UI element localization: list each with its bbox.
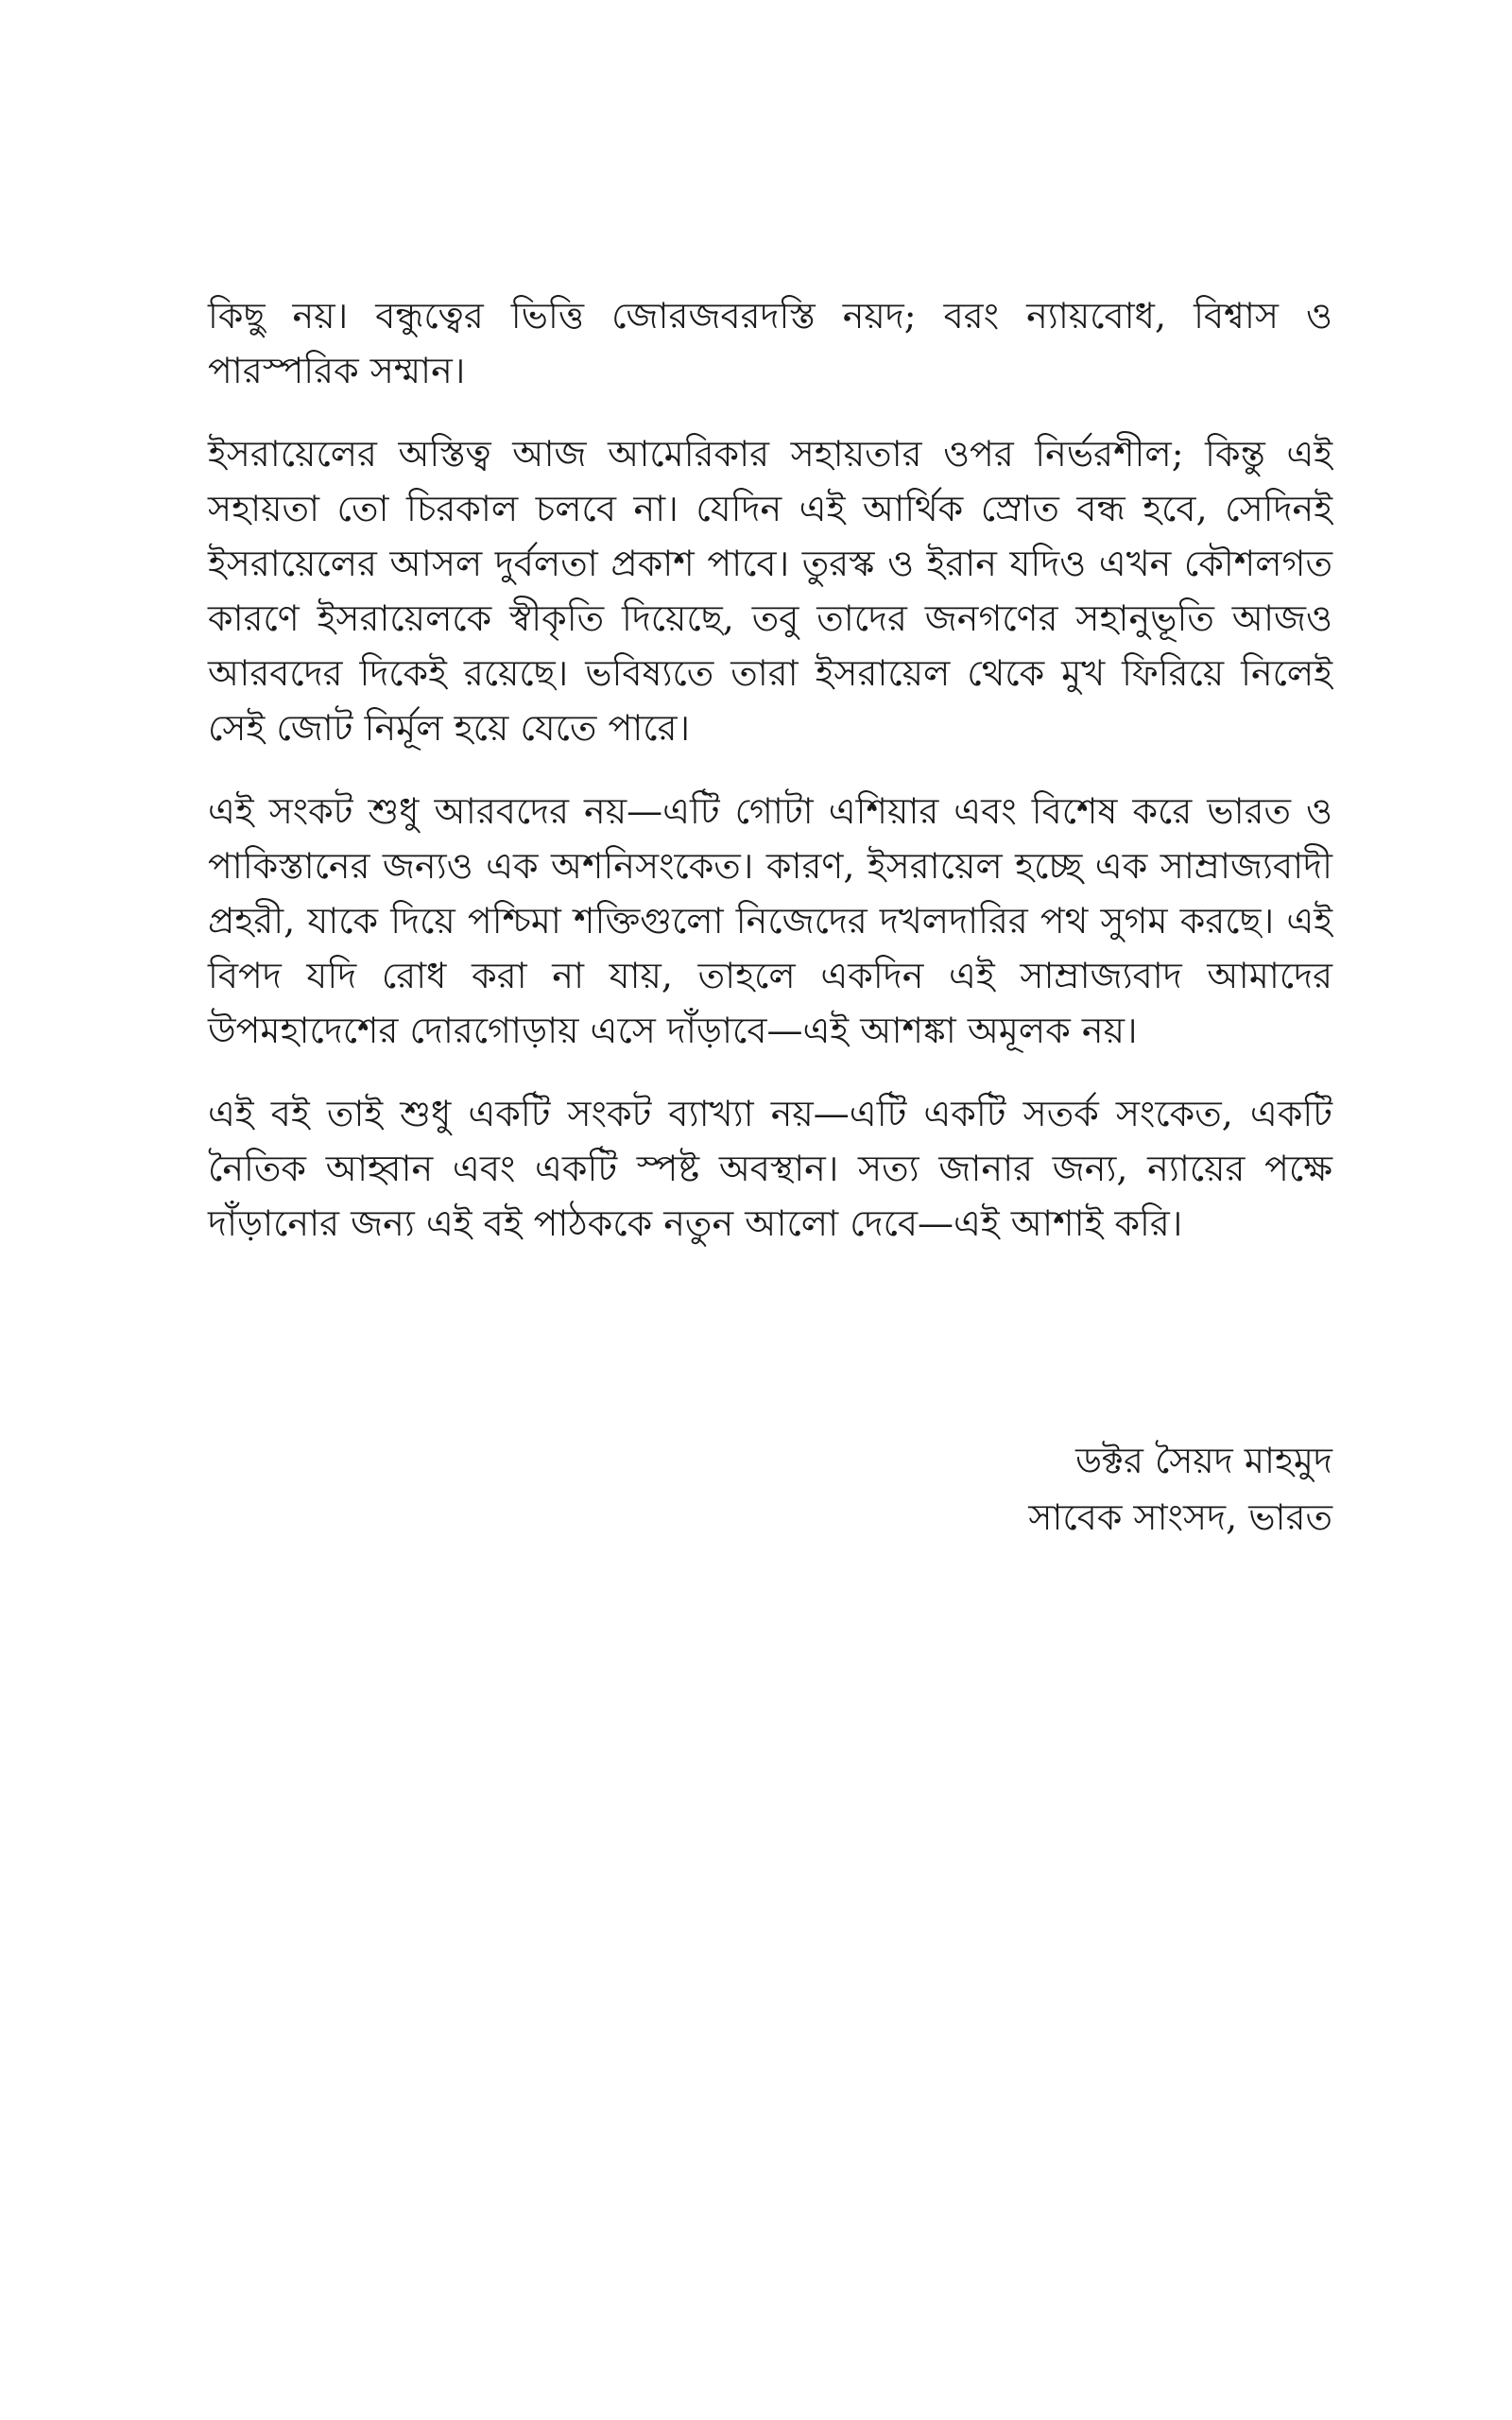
author-title: সাবেক সাংসদ, ভারত [1028, 1496, 1332, 1538]
paragraph-4: এই বই তাই শুধু একটি সংকট ব্যাখ্যা নয়—এটি একটি সতর্ক সংকেত, একটি নৈতিক আহ্বান এবং একটি স্পষ্ট অবস্থান। সত্য জানার জন্য, ন্যায়ের পক্ষে দাঁড়ানোর জন্য এই বই পাঠককে নতুন আলো দেবে—এই আশাই করি। [208, 1093, 1332, 1244]
paragraph-3: এই সংকট শুধু আরবদের নয়—এটি গোটা এশিয়ার এবং বিশেষ করে ভারত ও পাকিস্তানের জন্যও এক অশনিসংকেত। কারণ, ইসরায়েল হচ্ছে এক সাম্রাজ্যবাদী প্রহরী, যাকে দিয়ে পশ্চিমা শক্তিগুলো নিজেদের দখলদারির পথ সুগম করছে। এই বিপদ যদি রোধ করা না যায়, তাহলে একদিন এই সাম্রাজ্যবাদ আমাদের উপমহাদেশের দোরগোড়ায় এসে দাঁড়াবে—এই আশঙ্কা অমূলক নয়। [208, 790, 1332, 1051]
document-body [208, 288, 1332, 1279]
paragraph-2: ইসরায়েলের অস্তিত্ব আজ আমেরিকার সহায়তার ওপর নির্ভরশীল; কিন্তু এই সহায়তা তো চিরকাল চলবে না। যেদিন এই আর্থিক স্রোত বন্ধ হবে, সেদিনই ইসরায়েলের আসল দুর্বলতা প্রকাশ পাবে। তুরস্ক ও ইরান যদিও এখন কৌশলগত কারণে ইসরায়েলকে স্বীকৃতি দিয়েছে, তবু তাদের জনগণের সহানুভূতি আজও আরবদের দিকেই রয়েছে। ভবিষ্যতে তারা ইসরায়েল থেকে মুখ ফিরিয়ে নিলেই সেই জোট নির্মূল হয়ে যেতে পারে। [208, 433, 1332, 749]
signature-block [1028, 1432, 1332, 1546]
paragraph-1: কিছু নয়। বন্ধুত্বের ভিত্তি জোরজবরদস্তি নয়দ; বরং ন্যায়বোধ, বিশ্বাস ও পারস্পরিক সম্মান। [208, 295, 1332, 391]
author-name: ডক্টর সৈয়দ মাহমুদ [1075, 1440, 1332, 1481]
